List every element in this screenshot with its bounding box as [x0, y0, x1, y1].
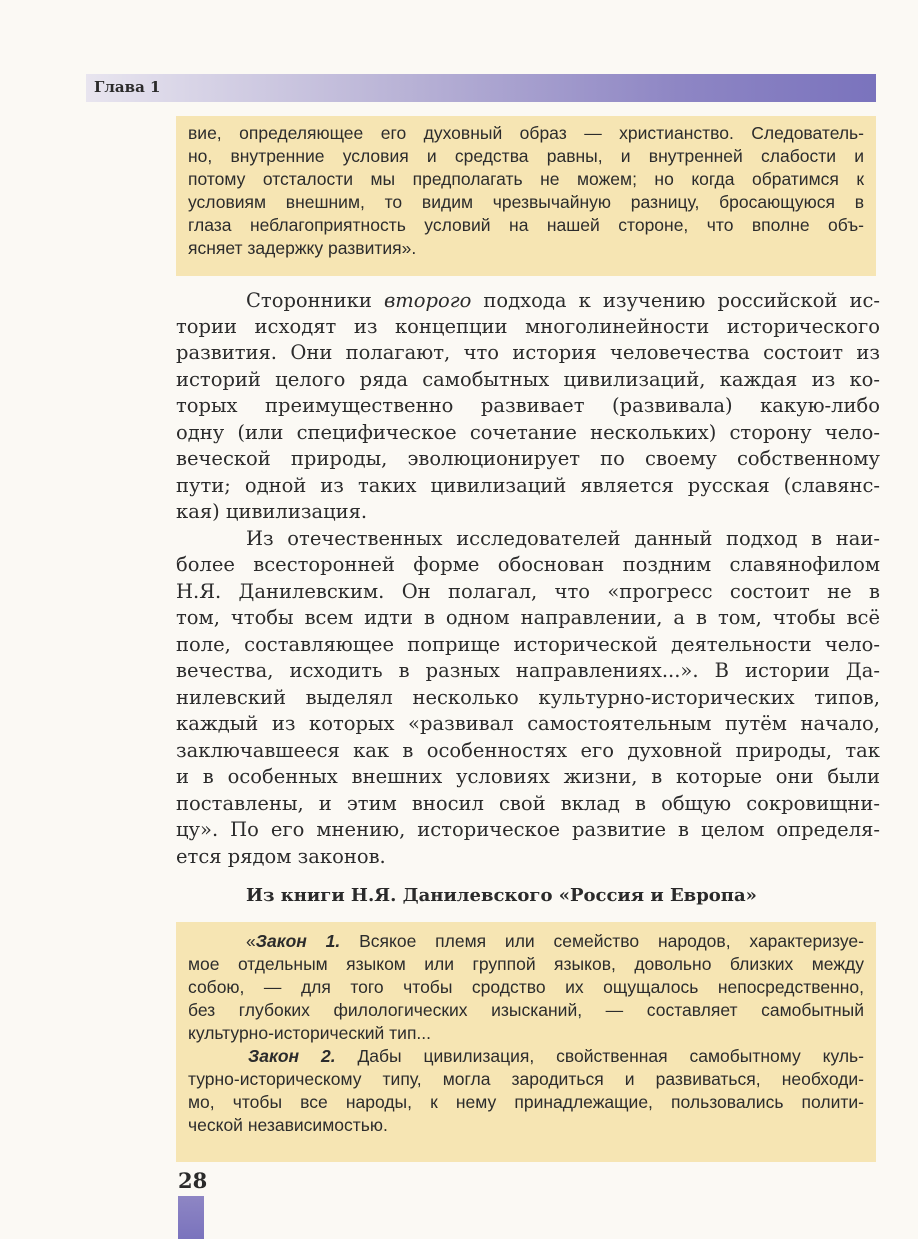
quote2-line: без глубоких филологических изысканий, — составляет самобытный [188, 1000, 864, 1020]
chapter-header-bar [86, 74, 876, 102]
quote-box-2 [176, 922, 876, 1162]
body-line: Н.Я. Данилевским. Он полагал, что «прогресс состоит не в [176, 580, 880, 603]
body-line: кая) цивилизация. [176, 500, 368, 523]
page-tab [178, 1196, 204, 1239]
quote2-line: культурно-исторический тип... [188, 1023, 432, 1043]
law1-label: Закон 1. [255, 931, 341, 951]
body-line: более всесторонней форме обоснован поздним славянофилом [176, 553, 880, 576]
body-line: вечества, исходить в разных направлениях...». В истории Да- [176, 659, 880, 682]
body-line: развития. Они полагают, что история человечества состоит из [176, 341, 880, 364]
body-line: поле, составляющее поприще исторической деятельности чело- [176, 633, 880, 656]
quote1-line: вие, определяющее его духовный образ — христианство. Следователь- [188, 123, 864, 143]
quote1-line: но, внутренние условия и средства равны, и внутренней слабости и [188, 146, 864, 166]
body-line: веческой природы, эволюционирует по своему собственному [176, 447, 880, 470]
body-line: Из отечественных исследователей данный подход в наи- [246, 527, 880, 550]
law1-first-line [246, 930, 864, 952]
law2-first-line [248, 1045, 864, 1067]
law1-text: Всякое племя или семейство народов, характеризуе- [340, 931, 864, 951]
body-line: тории исходят из концепции многолинейности исторического [176, 315, 880, 338]
body-line: одну (или специфическое сочетание нескольких) сторону чело- [176, 421, 880, 444]
body-line [246, 288, 880, 313]
quote2-line: мо, чтобы все народы, к нему принадлежащие, пользовались полити- [188, 1092, 864, 1112]
law2-label: Закон 2. [248, 1046, 336, 1066]
law2-text: Дабы цивилизация, свойственная самобытному куль- [335, 1046, 864, 1066]
body-line: том, чтобы всем идти в одном направлении, а в том, чтобы всё [176, 606, 880, 629]
body-text: подхода к изучению российской ис- [471, 289, 880, 312]
quote2-line: собою, — для того чтобы сродство их ощущалось непосредственно, [188, 977, 864, 997]
quote1-line: ясняет задержку развития». [188, 238, 417, 258]
source-heading: Из книги Н.Я. Данилевского «Россия и Европа» [246, 885, 757, 906]
quote-open-mark: « [246, 931, 256, 951]
quote2-line: турно-историческому типу, могла зародиться и развиваться, необходи- [188, 1069, 864, 1089]
body-line: заключавшееся как в особенностях его духовной природы, так [176, 739, 880, 762]
quote-box-1 [176, 116, 876, 276]
body-text: Сторонники [246, 289, 384, 312]
body-emphasis: второго [383, 289, 472, 312]
chapter-label: Глава 1 [94, 78, 161, 96]
page-number: 28 [178, 1168, 208, 1193]
body-line: каждый из которых «развивал самостоятельным путём начало, [176, 712, 880, 735]
body-line: пути; одной из таких цивилизаций является русская (славянс- [176, 474, 880, 497]
body-line: ется рядом законов. [176, 845, 386, 868]
body-line: цу». По его мнению, историческое развитие в целом определя- [176, 818, 880, 841]
quote1-line: условиям внешним, то видим чрезвычайную разницу, бросающуюся в [188, 192, 864, 212]
quote1-line: потому отсталости мы предполагать не можем; но когда обратимся к [188, 169, 864, 189]
body-line: торых преимущественно развивает (развивала) какую-либо [176, 394, 880, 417]
body-line: поставлены, и этим вносил свой вклад в общую сокровищни- [176, 792, 880, 815]
quote2-line: мое отдельным языком или группой языков, довольно близких между [188, 954, 864, 974]
body-line: историй целого ряда самобытных цивилизаций, каждая из ко- [176, 368, 880, 391]
quote1-line: глаза неблагоприятность условий на нашей стороне, что вполне объ- [188, 215, 864, 235]
body-line: нилевский выделял несколько культурно-исторических типов, [176, 686, 880, 709]
quote2-line: ческой независимостью. [188, 1115, 388, 1135]
body-line: и в особенных внешних условиях жизни, в которые они были [176, 765, 880, 788]
